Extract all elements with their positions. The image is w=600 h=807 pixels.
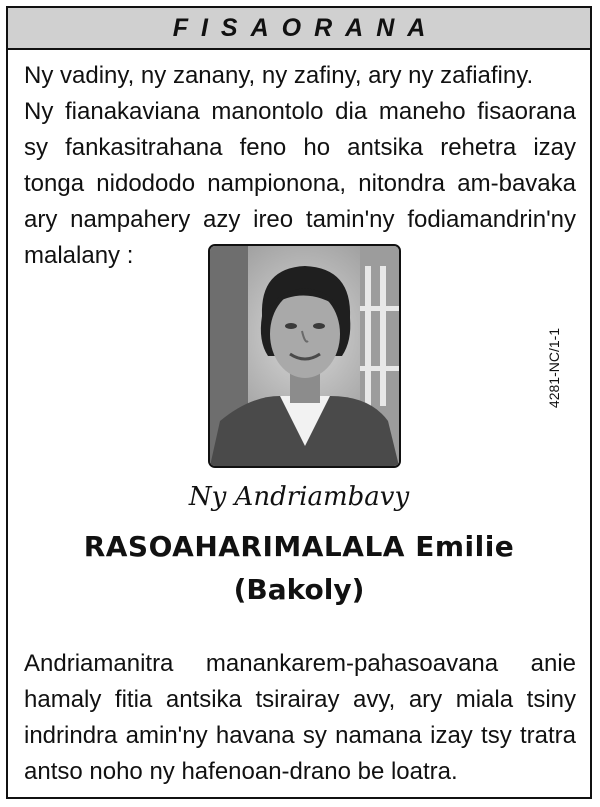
- honorific-title: Ny Andriambavy: [188, 482, 410, 512]
- intro-paragraph: [24, 58, 576, 274]
- reference-code: 4281-NC/1-1: [546, 327, 562, 409]
- portrait-image: [210, 246, 399, 466]
- deceased-nickname: (Bakoly): [233, 573, 365, 606]
- gratitude-text: Ny fianakaviana manontolo dia maneho fisaorana sy fankasitrahana feno ho antsika rehetra izay tonga nidododo nampionona, nitondra am-bavaka ary nampahery azy ireo tamin'ny fodiamandrin'ny malalany :: [24, 98, 576, 269]
- header-bar: [8, 8, 590, 50]
- closing-paragraph: Andriamanitra manankarem-pahasoavana anie hamaly fitia antsika tsirairay avy, ary miala tsiny indrindra amin'ny havana sy namana izay tsy tratra antso noho ny hafenoan-drano be loatra.: [24, 650, 576, 785]
- portrait-photo: [208, 244, 401, 468]
- notice-title: FISAORANA: [172, 13, 439, 42]
- deceased-name: RASOAHARIMALALA Emilie: [83, 530, 515, 563]
- notice-frame: [6, 6, 592, 799]
- family-line: Ny vadiny, ny zanany, ny zafiny, ary ny zafiafiny.: [24, 62, 534, 89]
